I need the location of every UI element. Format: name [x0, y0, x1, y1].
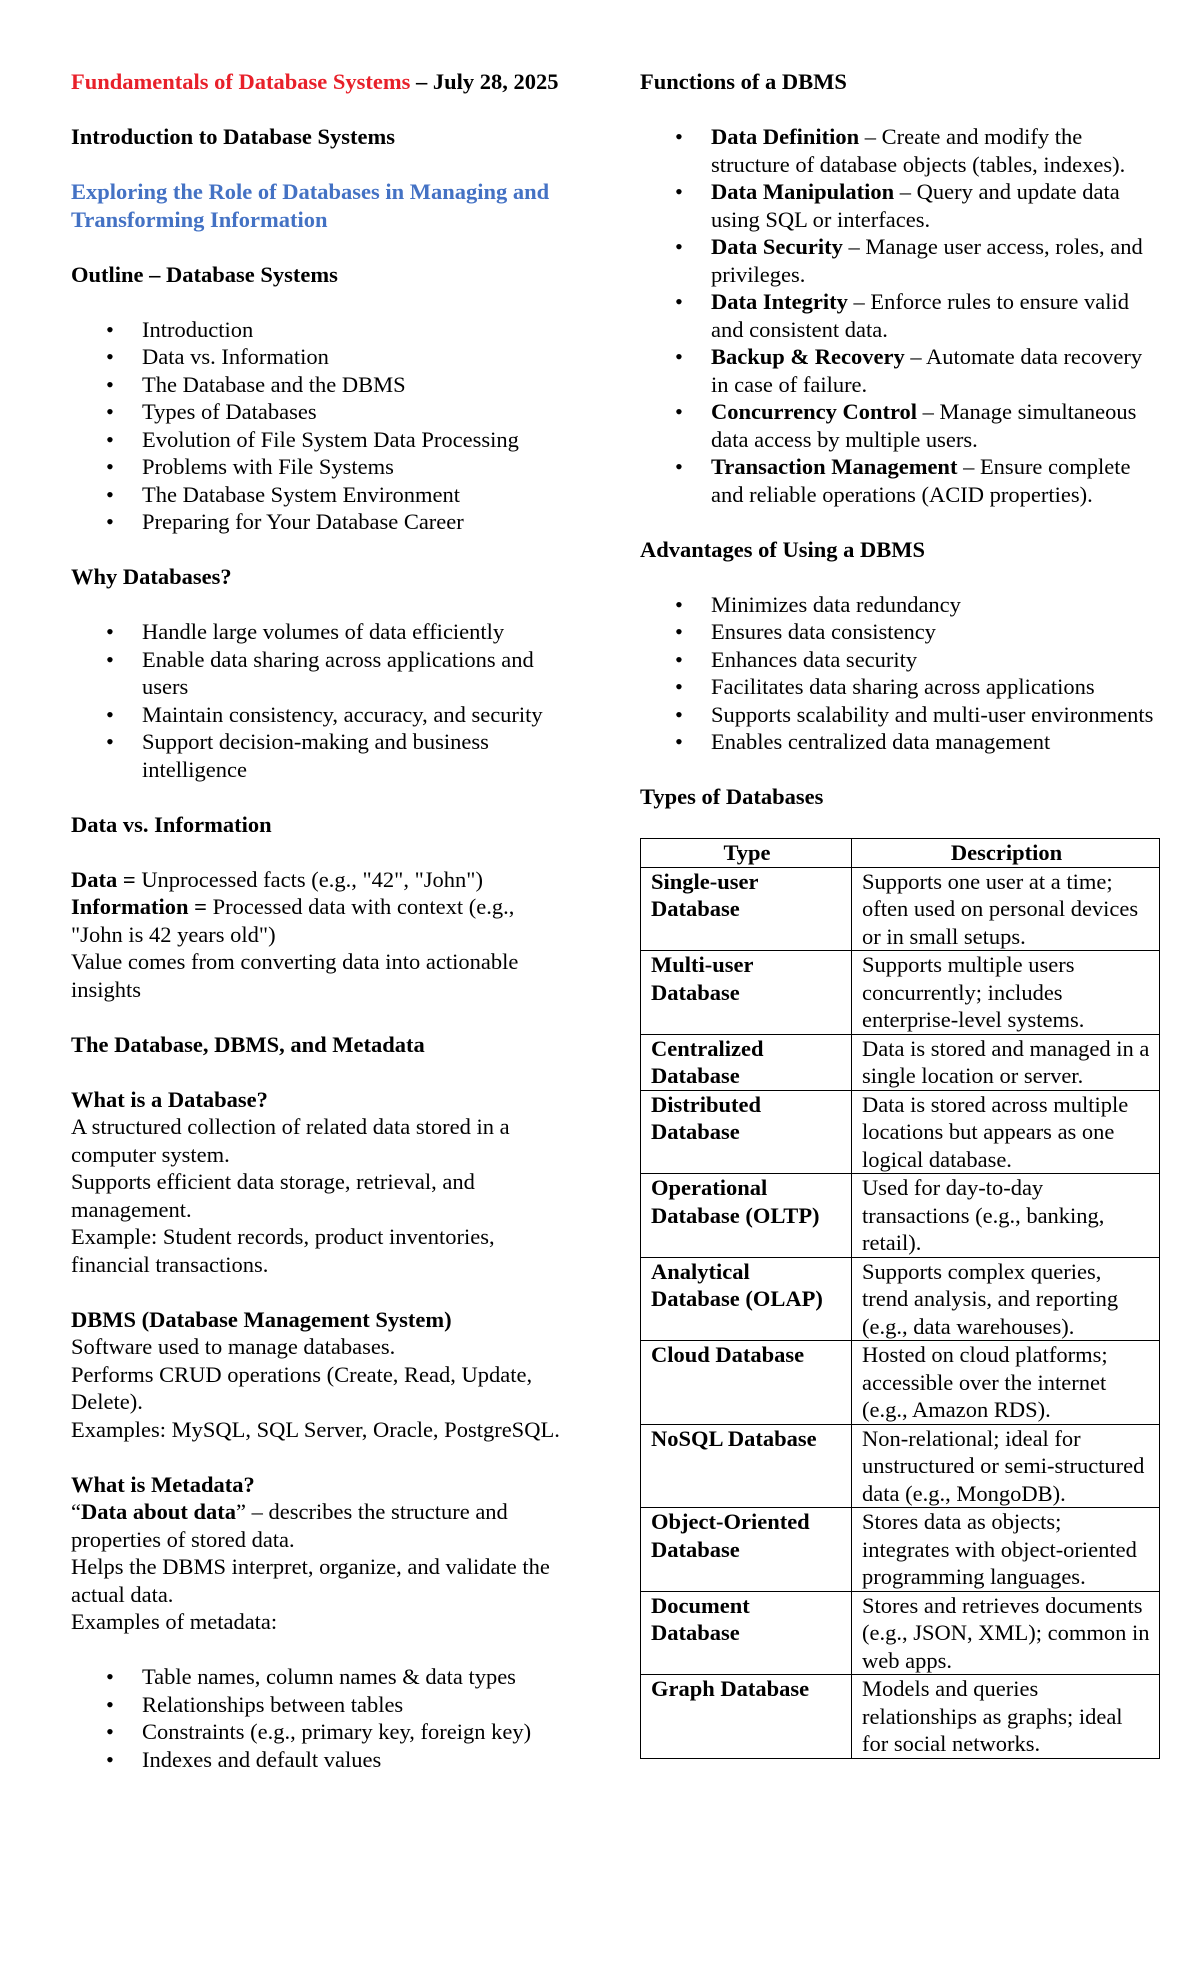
advantages-list: [640, 591, 1160, 756]
table-row: [641, 1591, 1160, 1675]
list-item: • Facilitates data sharing across applications: [711, 673, 1160, 701]
types-table: [640, 838, 1160, 1759]
dbms-heading: DBMS (Database Management System): [71, 1306, 452, 1332]
description-cell: Non-relational; ideal for unstructured or semi-structured data (e.g., MongoDB).: [852, 1424, 1160, 1508]
table-row: [641, 1424, 1160, 1508]
functions-list: [640, 123, 1160, 508]
description-cell: Data is stored and managed in a single location or server.: [852, 1034, 1160, 1090]
information-definition: [71, 893, 571, 948]
data-info-heading: Data vs. Information: [71, 811, 272, 837]
text-line: Examples of metadata:: [71, 1609, 278, 1634]
info-def: Processed data with context (e.g., "John is 42 years old"): [71, 894, 515, 947]
type-cell: Analytical Database (OLAP): [641, 1257, 852, 1341]
column-header-type: Type: [641, 839, 852, 868]
list-item: • Table names, column names & data types: [142, 1663, 571, 1691]
function-term: Data Integrity: [711, 289, 848, 314]
function-desc: – Automate data recovery in case of failure.: [711, 344, 1143, 397]
list-item: [711, 178, 1160, 233]
function-desc: – Create and modify the structure of database objects (tables, indexes).: [711, 124, 1126, 177]
description-cell: Used for day-to-day transactions (e.g., banking, retail).: [852, 1174, 1160, 1258]
type-cell: Object-Oriented Database: [641, 1508, 852, 1592]
text-line: Example: Student records, product inventories, financial transactions.: [71, 1224, 495, 1277]
list-item: • Evolution of File System Data Processing: [142, 426, 571, 454]
metadata-rest: ” – describes the structure and properties of stored data.: [71, 1499, 508, 1552]
section-title: Introduction to Database Systems: [71, 124, 395, 149]
description-cell: Models and queries relationships as graphs; ideal for social networks.: [852, 1675, 1160, 1759]
table-row: [641, 1174, 1160, 1258]
type-cell: Document Database: [641, 1591, 852, 1675]
list-item: • Supports scalability and multi-user environments: [711, 701, 1160, 729]
type-cell: NoSQL Database: [641, 1424, 852, 1508]
data-definition: [71, 866, 571, 894]
function-desc: – Enforce rules to ensure valid and consistent data.: [711, 289, 1130, 342]
why-heading: Why Databases?: [71, 564, 232, 589]
description-cell: Supports one user at a time; often used on personal devices or in small setups.: [852, 867, 1160, 951]
open-quote: “: [71, 1499, 81, 1524]
description-cell: Hosted on cloud platforms; accessible over the internet (e.g., Amazon RDS).: [852, 1341, 1160, 1425]
function-term: Data Manipulation: [711, 179, 895, 204]
list-item: • Support decision-making and business intelligence: [142, 728, 571, 783]
table-row: [641, 951, 1160, 1035]
list-item: • Handle large volumes of data efficiently: [142, 618, 571, 646]
type-cell: Centralized Database: [641, 1034, 852, 1090]
description-cell: Stores and retrieves documents (e.g., JSON, XML); common in web apps.: [852, 1591, 1160, 1675]
list-item: • The Database System Environment: [142, 481, 571, 509]
table-row: [641, 1508, 1160, 1592]
list-item: • Minimizes data redundancy: [711, 591, 1160, 619]
type-cell: Operational Database (OLTP): [641, 1174, 852, 1258]
table-row: [641, 1675, 1160, 1759]
function-term: Transaction Management: [711, 454, 958, 479]
description-cell: Stores data as objects; integrates with object-oriented programming languages.: [852, 1508, 1160, 1592]
function-desc: – Manage simultaneous data access by multiple users.: [711, 399, 1137, 452]
list-item: • Enable data sharing across applications and users: [142, 646, 571, 701]
type-cell: Single-user Database: [641, 867, 852, 951]
functions-heading: Functions of a DBMS: [640, 69, 847, 94]
function-term: Data Security: [711, 234, 843, 259]
types-heading: Types of Databases: [640, 784, 824, 809]
outline-list: [71, 316, 571, 536]
metadata-heading: What is Metadata?: [71, 1471, 255, 1497]
list-item: • Indexes and default values: [142, 1746, 571, 1774]
table-row: [641, 1257, 1160, 1341]
subtitle: Exploring the Role of Databases in Managing and Transforming Information: [71, 179, 550, 232]
document-title: [71, 68, 571, 96]
why-list: [71, 618, 571, 783]
list-item: [711, 123, 1160, 178]
list-item: • Constraints (e.g., primary key, foreign key): [142, 1718, 571, 1746]
description-cell: Supports multiple users concurrently; includes enterprise-level systems.: [852, 951, 1160, 1035]
table-row: [641, 1090, 1160, 1174]
outline-heading: Outline – Database Systems: [71, 261, 338, 287]
list-item: • Maintain consistency, accuracy, and security: [142, 701, 571, 729]
function-desc: – Query and update data using SQL or interfaces.: [711, 179, 1120, 232]
text-line: Helps the DBMS interpret, organize, and validate the actual data.: [71, 1554, 550, 1607]
function-term: Backup & Recovery: [711, 344, 905, 369]
table-row: [641, 1341, 1160, 1425]
list-item: • Data vs. Information: [142, 343, 571, 371]
list-item: • Ensures data consistency: [711, 618, 1160, 646]
list-item: • Enhances data security: [711, 646, 1160, 674]
data-def: Unprocessed facts (e.g., "42", "John"): [135, 866, 483, 892]
function-term: Concurrency Control: [711, 399, 918, 424]
type-cell: Graph Database: [641, 1675, 852, 1759]
data-info-block: [71, 866, 571, 1004]
type-cell: Distributed Database: [641, 1090, 852, 1174]
list-item: • Enables centralized data management: [711, 728, 1160, 756]
list-item: • Problems with File Systems: [142, 453, 571, 481]
metadata-list: [71, 1663, 571, 1773]
dbms-meta-heading: The Database, DBMS, and Metadata: [71, 1031, 425, 1057]
description-cell: Data is stored across multiple locations but appears as one logical database.: [852, 1090, 1160, 1174]
metadata-term: Data about data: [81, 1499, 237, 1524]
list-item: [711, 233, 1160, 288]
type-cell: Cloud Database: [641, 1341, 852, 1425]
table-row: [641, 867, 1160, 951]
type-cell: Multi-user Database: [641, 951, 852, 1035]
list-item: [711, 398, 1160, 453]
list-item: • Types of Databases: [142, 398, 571, 426]
function-term: Data Definition: [711, 124, 860, 149]
function-desc: – Manage user access, roles, and privileges.: [711, 234, 1143, 287]
list-item: [711, 453, 1160, 508]
document-date: – July 28, 2025: [410, 69, 559, 94]
value-line: Value comes from converting data into actionable insights: [71, 949, 519, 1002]
description-cell: Supports complex queries, trend analysis, and reporting (e.g., data warehouses).: [852, 1257, 1160, 1341]
metadata-definition: [71, 1498, 571, 1553]
table-header-row: [641, 839, 1160, 868]
info-term: Information =: [71, 894, 207, 919]
list-item: • Preparing for Your Database Career: [142, 508, 571, 536]
course-title: Fundamentals of Database Systems: [71, 69, 411, 94]
advantages-heading: Advantages of Using a DBMS: [640, 536, 926, 562]
table-row: [641, 1034, 1160, 1090]
right-column: [640, 68, 1160, 1759]
function-desc: – Ensure complete and reliable operations (ACID properties).: [711, 454, 1131, 507]
list-item: [711, 288, 1160, 343]
text-line: Performs CRUD operations (Create, Read, Update, Delete).: [71, 1361, 533, 1414]
left-column: [71, 68, 571, 1773]
list-item: • The Database and the DBMS: [142, 371, 571, 399]
text-line: Software used to manage databases.: [71, 1334, 396, 1359]
data-term: Data =: [71, 866, 136, 892]
list-item: • Relationships between tables: [142, 1691, 571, 1719]
list-item: [711, 343, 1160, 398]
column-header-description: Description: [852, 839, 1160, 868]
text-line: A structured collection of related data stored in a computer system.: [71, 1114, 510, 1167]
what-db-heading: What is a Database?: [71, 1086, 268, 1112]
text-line: Examples: MySQL, SQL Server, Oracle, PostgreSQL.: [71, 1416, 560, 1442]
list-item: • Introduction: [142, 316, 571, 344]
text-line: Supports efficient data storage, retrieval, and management.: [71, 1169, 475, 1222]
